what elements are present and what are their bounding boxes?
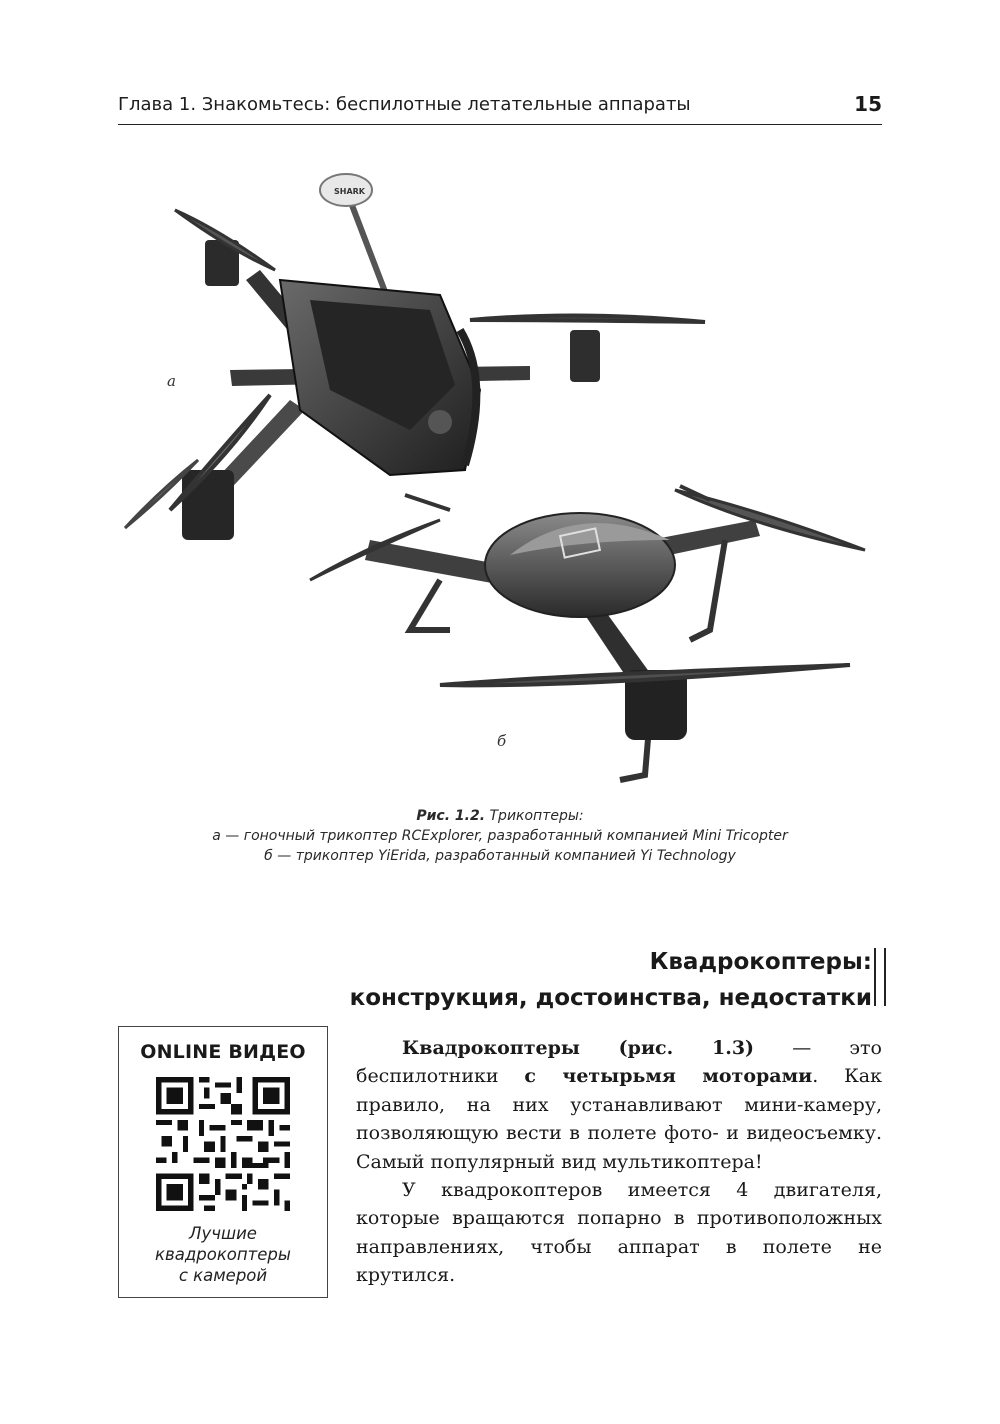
figure-label-a: а: [167, 372, 176, 390]
caption-line-b: б — трикоптер YiErida, разработанный компанией Yi Technology: [264, 848, 736, 864]
section-title-line1: Квадрокоптеры:: [649, 949, 872, 975]
video-box-description: [119, 1223, 327, 1286]
caption-number: Рис. 1.2.: [416, 808, 486, 824]
p1-text-2: . Как правило, на них устанавливают мини-камеру, позволяющую вести в полете фото- и видеосъемку. Самый популярный вид мультикоптера!: [356, 1065, 883, 1173]
p1-bold-motors: с четырьмя моторами: [524, 1065, 813, 1088]
drone-a-rcexplorer: [125, 174, 705, 540]
body-text: [356, 1034, 882, 1290]
video-box-title: ONLINE ВИДЕО: [140, 1041, 306, 1063]
page-header: [118, 92, 882, 125]
drone-b-yierida: [310, 486, 865, 780]
paragraph-2: У квадрокоптеров имеется 4 двигателя, которые вращаются попарно в противоположных направлениях, чтобы аппарат в полете не крутился.: [356, 1179, 882, 1287]
antenna-logo-text: SHARK: [334, 187, 366, 196]
figure-caption: [118, 806, 882, 866]
p1-text-1: — это беспилотники: [356, 1037, 882, 1088]
figure-tricopters: [110, 160, 890, 790]
section-title-bars: [874, 948, 886, 1006]
section-title-line2: конструкция, достоинства, недостатки: [349, 985, 872, 1011]
page-number: 15: [854, 92, 882, 116]
video-desc-line2: квадрокоптеры: [155, 1245, 291, 1264]
figure-label-b: б: [497, 732, 507, 750]
tricopter-illustration: [110, 160, 890, 790]
paragraph-1: [356, 1034, 882, 1176]
running-head: Глава 1. Знакомьтесь: беспилотные летательные аппараты: [118, 94, 691, 115]
caption-title: Трикоптеры:: [489, 808, 584, 824]
p1-bold-term: Квадрокоптеры (рис. 1.3): [402, 1037, 755, 1059]
caption-line-a: а — гоночный трикоптер RCExplorer, разработанный компанией Mini Tricopter: [212, 828, 788, 844]
video-desc-line3: с камерой: [178, 1266, 268, 1285]
qr-code-icon[interactable]: [156, 1077, 290, 1211]
online-video-box: [118, 1026, 328, 1298]
section-title: [350, 944, 872, 1016]
video-desc-line1: Лучшие: [189, 1224, 257, 1243]
